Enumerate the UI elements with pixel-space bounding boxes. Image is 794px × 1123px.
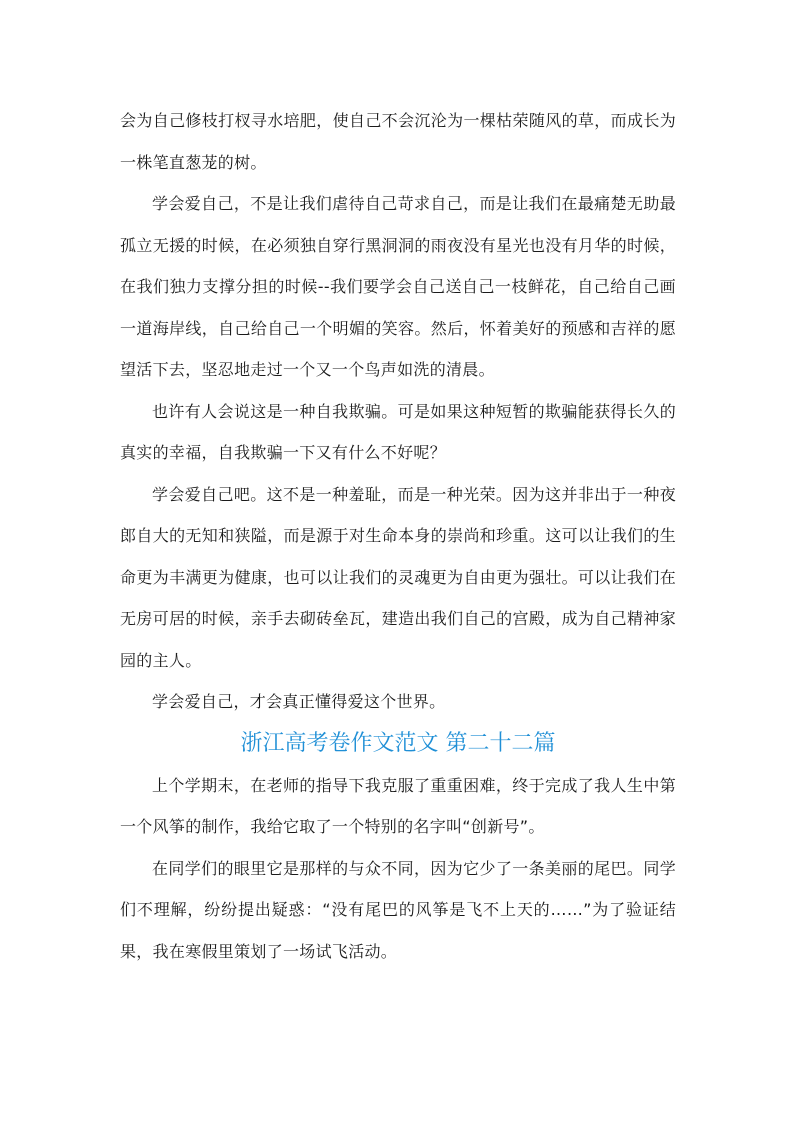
- paragraph-4: 学会爱自己吧。这不是一种羞耻，而是一种光荣。因为这并非出于一种夜郎自大的无知和狭隘，而是源于对生命本身的崇尚和珍重。这可以让我们的生命更为丰满更为健康，也可以让我们的灵魂更为自由更为强壮。可以让我们在无房可居的时候，亲手去砌砖垒瓦，建造出我们自己的宫殿，成为自己精神家园的主人。: [120, 484, 676, 670]
- paragraph-6: 上个学期末，在老师的指导下我克服了重重困难，终于完成了我人生中第一个风筝的制作，我给它取了一个特别的名字叫“创新号”。: [120, 775, 676, 836]
- paragraph-5: 学会爱自己，才会真正懂得爱这个世界。: [152, 692, 446, 711]
- document-body: [120, 100, 676, 972]
- paragraph-7: 在同学们的眼里它是那样的与众不同，因为它少了一条美丽的尾巴。同学们不理解，纷纷提出疑惑：“没有尾巴的风筝是飞不上天的……”为了验证结果，我在寒假里策划了一场试飞活动。: [120, 858, 676, 961]
- paragraph-3: 也许有人会说这是一种自我欺骗。可是如果这种短暂的欺骗能获得长久的真实的幸福，自我欺骗一下又有什么不好呢？: [120, 401, 676, 462]
- paragraph-1: 会为自己修枝打杈寻水培肥，使自己不会沉沦为一棵枯荣随风的草，而成长为一株笔直葱茏的树。: [120, 111, 676, 172]
- paragraph-2: 学会爱自己，不是让我们虐待自己苛求自己，而是让我们在最痛楚无助最孤立无援的时候，在必须独自穿行黑洞洞的雨夜没有星光也没有月华的时候，在我们独力支撑分担的时候--我们要学会自己送自己一枝鲜花，自己给自己画一道海岸线，自己给自己一个明媚的笑容。然后，怀着美好的预感和吉祥的愿望活下去，坚忍地走过一个又一个鸟声如洗的清晨。: [120, 194, 676, 379]
- section-heading: 浙江高考卷作文范文 第二十二篇: [240, 730, 556, 756]
